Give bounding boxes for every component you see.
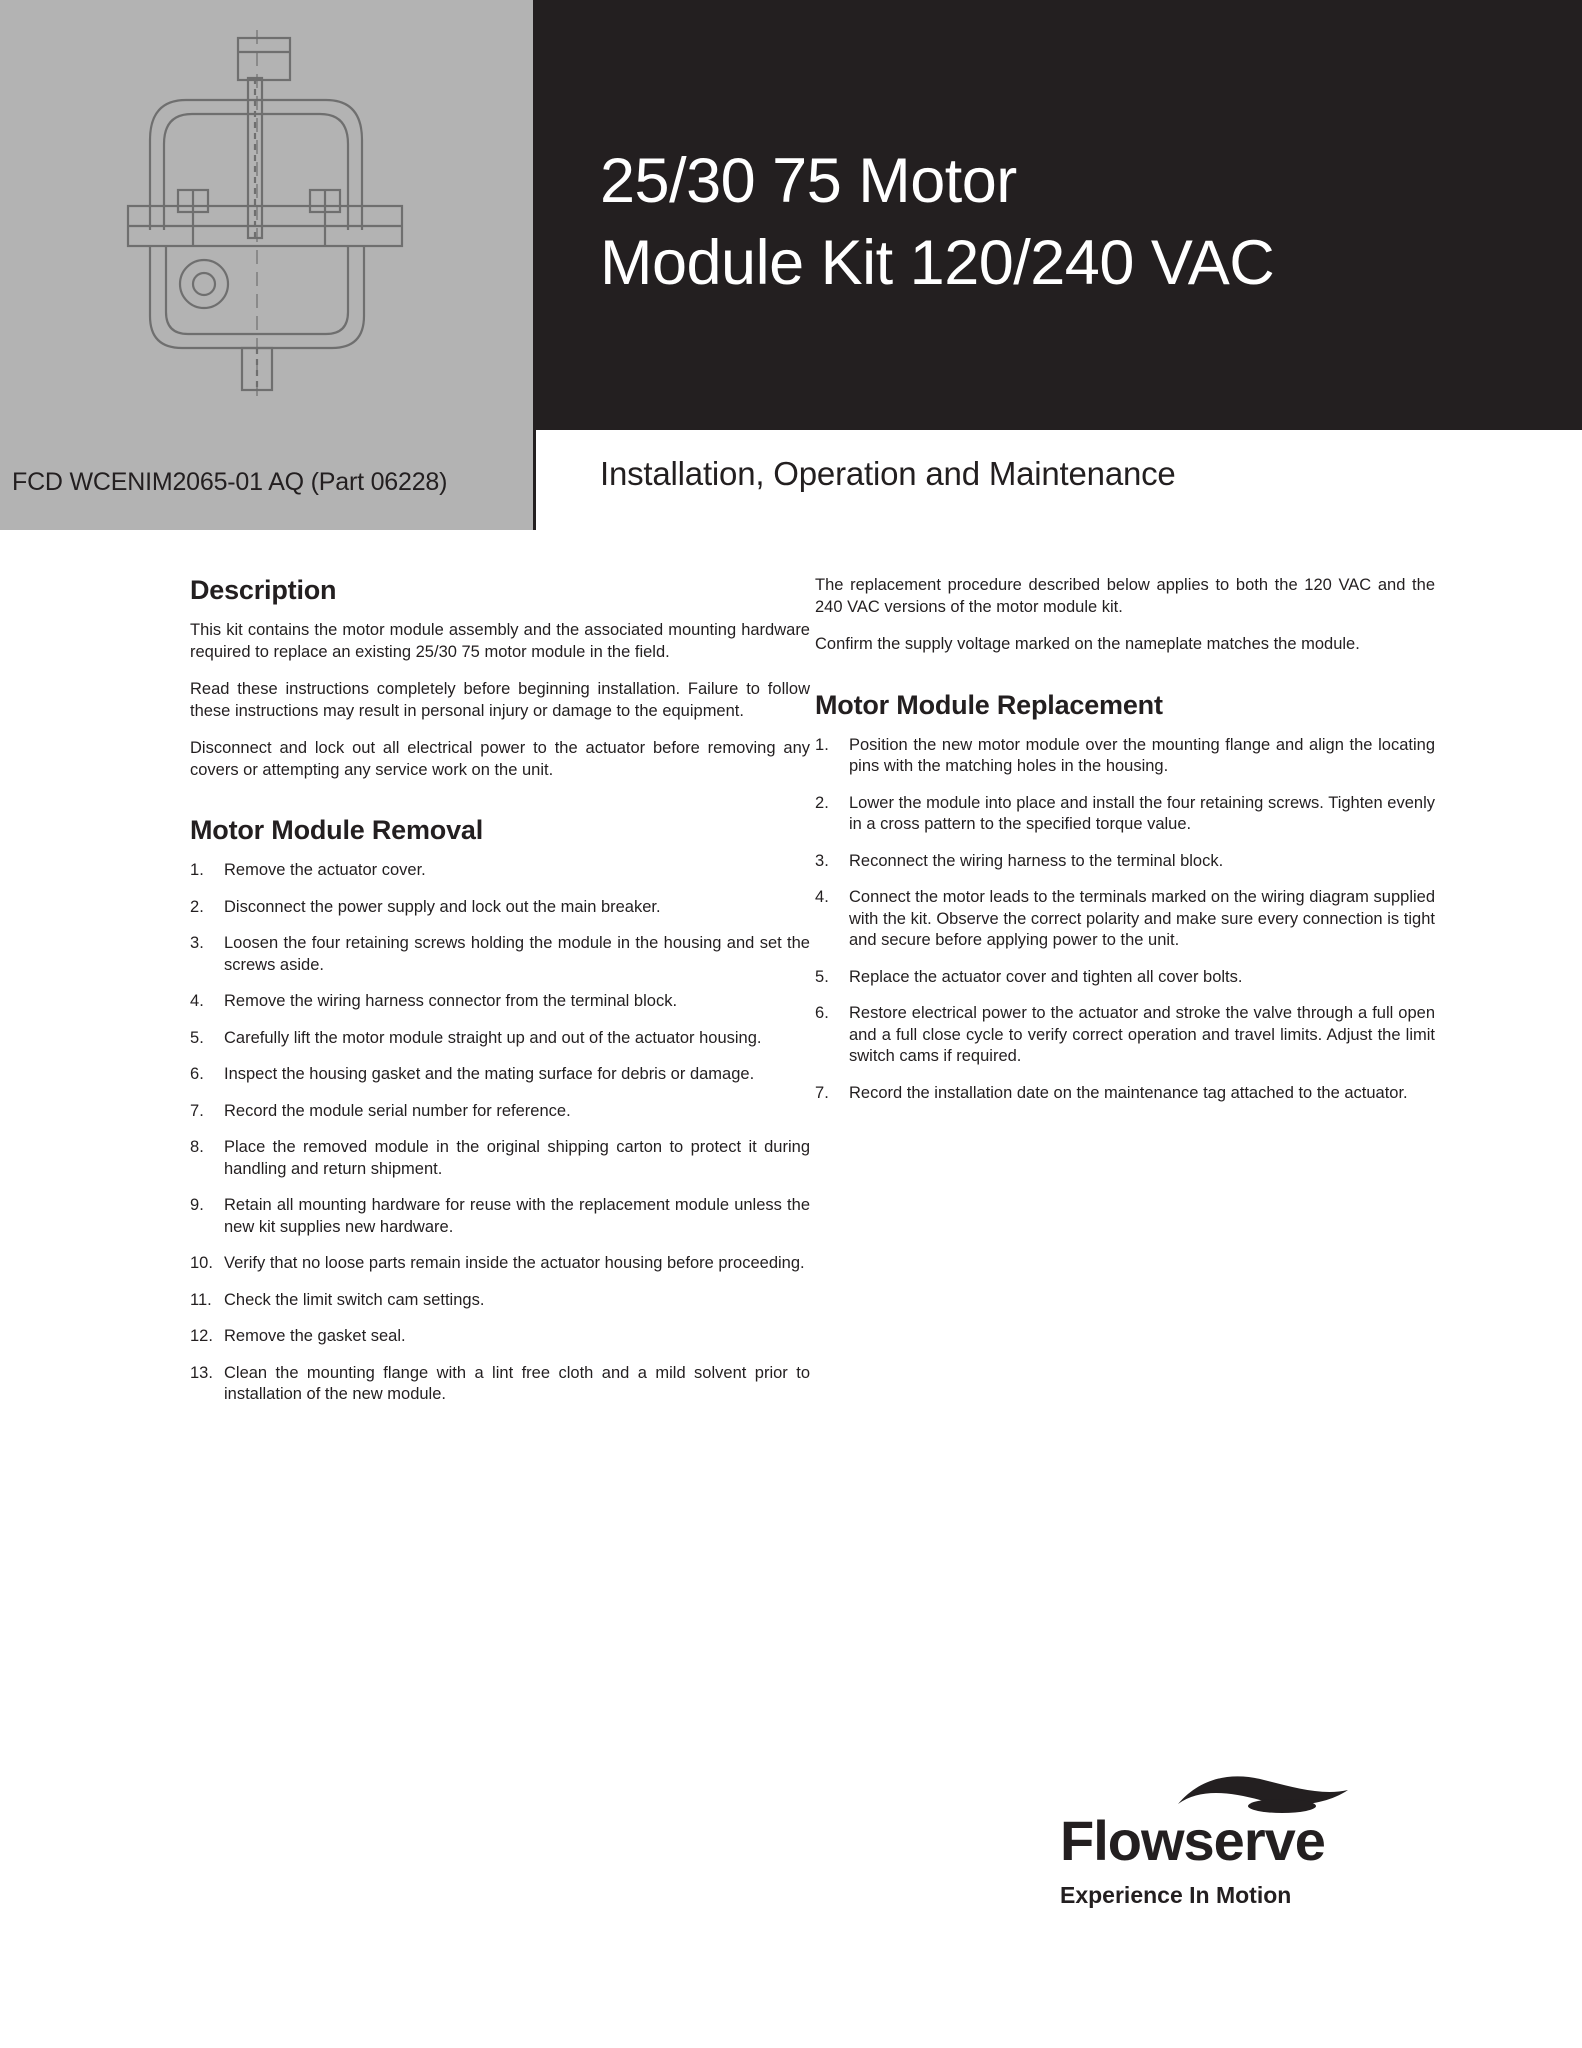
logo-tagline: Experience In Motion — [1060, 1882, 1292, 1908]
list-item: Carefully lift the motor module straight up and out of the actuator housing. — [224, 1028, 762, 1047]
list-item: Loosen the four retaining screws holding the module in the housing and set the screws aside. — [224, 934, 810, 974]
list-item: Reconnect the wiring harness to the terminal block. — [849, 851, 1224, 870]
paragraph: This kit contains the motor module assembly and the associated mounting hardware required to replace an existing 25/30 75 motor module in the field. — [190, 621, 810, 661]
left-column — [190, 575, 810, 1421]
title-line-1: 25/30 75 Motor — [600, 146, 1017, 216]
paragraph: The replacement procedure described below applies to both the 120 VAC and the 240 VAC versions of the motor module kit. — [815, 576, 1435, 616]
section-title-motor-module-removal: Motor Module Removal — [190, 815, 484, 845]
document-code: FCD WCENIM2065-01 AQ (Part 06228) — [12, 468, 448, 496]
section-title-description: Description — [190, 575, 337, 605]
brand-logo — [1060, 1770, 1480, 1940]
list-item: Disconnect the power supply and lock out the main breaker. — [224, 897, 661, 916]
header-divider — [533, 430, 536, 530]
list-item: Remove the gasket seal. — [224, 1327, 406, 1345]
flowserve-logo-mark-icon — [1172, 1770, 1352, 1812]
logo-wordmark: Flowserve — [1060, 1809, 1325, 1872]
removal-steps-list — [190, 860, 810, 1406]
document-subtitle: Installation, Operation and Maintenance — [600, 455, 1176, 492]
document-header — [0, 0, 1582, 530]
paragraph: Disconnect and lock out all electrical power to the actuator before removing any covers or attempting any service work on the unit. — [190, 739, 810, 779]
list-item: Lower the module into place and install the four retaining screws. Tighten evenly in a cross pattern to the specified torque value. — [849, 793, 1435, 833]
document-title — [600, 140, 1550, 304]
list-item: Check the limit switch cam settings. — [224, 1290, 485, 1309]
list-item: Inspect the housing gasket and the mating surface for debris or damage. — [224, 1065, 755, 1083]
list-item: Record the module serial number for reference. — [224, 1101, 571, 1120]
list-item: Remove the actuator cover. — [224, 861, 426, 879]
list-item: Connect the motor leads to the terminals marked on the wiring diagram supplied with the kit. Observe the correct polarity and make sure every connection is tight and secure before applying power to the unit. — [849, 888, 1435, 949]
section-title-motor-module-replacement: Motor Module Replacement — [815, 689, 1163, 720]
right-column — [815, 575, 1435, 1119]
list-item: Retain all mounting hardware for reuse with the replacement module unless the new kit supplies new hardware. — [224, 1196, 810, 1236]
list-item: Position the new motor module over the mounting flange and align the locating pins with the matching holes in the housing. — [849, 735, 1435, 775]
list-item: Record the installation date on the maintenance tag attached to the actuator. — [849, 1083, 1408, 1102]
paragraph: Read these instructions completely before beginning installation. Failure to follow these instructions may result in personal injury or damage to the equipment. — [190, 680, 810, 720]
replacement-steps-list — [815, 735, 1435, 1105]
title-line-2: Module Kit 120/240 VAC — [600, 228, 1275, 298]
list-item: Verify that no loose parts remain inside the actuator housing before proceeding. — [224, 1254, 805, 1272]
list-item: Place the removed module in the original shipping carton to protect it during handling and return shipment. — [224, 1138, 810, 1178]
list-item: Clean the mounting flange with a lint free cloth and a mild solvent prior to installation of the new module. — [224, 1363, 810, 1403]
list-item: Restore electrical power to the actuator and stroke the valve through a full open and a full close cycle to verify correct operation and travel limits. Adjust the limit switch cams if required. — [849, 1004, 1435, 1065]
paragraph: Confirm the supply voltage marked on the nameplate matches the module. — [815, 635, 1360, 653]
motor-module-line-drawing — [120, 30, 410, 400]
list-item: Remove the wiring harness connector from the terminal block. — [224, 992, 678, 1010]
list-item: Replace the actuator cover and tighten all cover bolts. — [849, 967, 1243, 986]
